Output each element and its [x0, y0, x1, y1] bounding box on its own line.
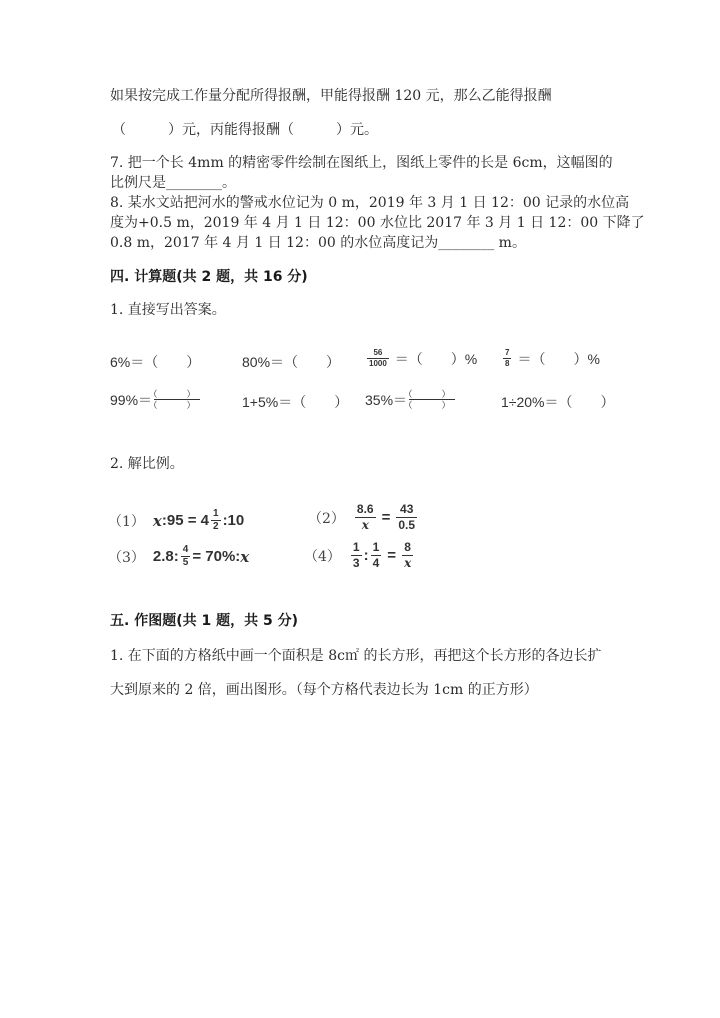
fraction: $\frac{8.6}{x}$ — [356, 502, 374, 532]
calc-lead: 35%＝ — [365, 391, 408, 408]
section-4-title: 四. 计算题(共 2 题，共 16 分) — [110, 269, 308, 285]
section-5-q1-line2: 大到原来的 2 倍，画出图形。（每个方格代表边长为 1cm 的正方形） — [110, 682, 538, 698]
section-4-q2-prompt: 2. 解比例。 — [110, 456, 184, 472]
question-7-line2: 比例尺是________。 — [110, 175, 236, 191]
calc-item-3 — [365, 348, 477, 369]
fraction: $\frac{4}{5}$ — [182, 544, 189, 568]
calc-expr: 80%＝（ ） — [242, 354, 341, 370]
calc-expr: 1+5%＝（ ） — [242, 394, 349, 410]
question-8-line2: 度为+0.5 m，2019 年 4 月 1 日 12：00 水位比 2017 年 3 月 1 日 12：00 下降了 — [110, 215, 645, 231]
question-7-line1: 7. 把一个长 4mm 的精密零件绘制在图纸上，图纸上零件的长是 6cm，这幅图的 — [110, 155, 613, 171]
proportion-1: （1） x :95 = 4 $\frac{1}{2}$ :10 — [108, 508, 245, 532]
fraction: $\frac{8}{x}$ — [404, 540, 412, 570]
calc-expr: 1÷20%＝（ ） — [501, 394, 615, 410]
section-5-q1-line1: 1. 在下面的方格纸中画一个面积是 8c㎡ 的长方形，再把这个长方形的各边长扩 — [110, 648, 602, 664]
calc-item-8 — [501, 392, 615, 412]
calc-item-7 — [365, 389, 461, 410]
calc-item-6 — [242, 392, 348, 412]
proportion-3: （3） 2.8: $\frac{4}{5}$ = 70%: x — [108, 544, 250, 568]
blank-fraction: $\frac{( )}{( )}$ — [403, 389, 461, 410]
calc-item-5 — [110, 389, 206, 410]
question-continuation-line1: 如果按完成工作量分配所得报酬，甲能得报酬 120 元，那么乙能得报酬 — [110, 88, 552, 104]
calc-rest: ＝（ ）% — [394, 350, 478, 367]
fraction: $\frac{56}{1000}$ — [369, 348, 387, 368]
question-8-line1: 8. 某水文站把河水的警戒水位记为 0 m，2019 年 3 月 1 日 12：00 记录的水位高 — [110, 195, 630, 211]
fraction: $\frac{43}{0.5}$ — [398, 502, 416, 532]
calc-item-4 — [501, 348, 600, 369]
calc-rest: ＝（ ）% — [517, 350, 600, 367]
question-continuation-line2: （ ）元，丙能得报酬（ ）元。 — [112, 122, 378, 138]
proportion-2: （2） $\frac{8.6}{x}$ = $\frac{43}{0.5}$ — [308, 502, 416, 532]
section-4-q1-prompt: 1. 直接写出答案。 — [110, 302, 226, 318]
question-8-line3: 0.8 m，2017 年 4 月 1 日 12：00 的水位高度记为________ m。 — [110, 235, 526, 251]
calc-lead: 99%＝ — [110, 391, 153, 408]
blank-fraction: $\frac{( )}{( )}$ — [148, 389, 206, 410]
section-5-title: 五. 作图题(共 1 题，共 5 分) — [110, 613, 298, 629]
fraction: $\frac{1}{4}$ — [372, 540, 380, 570]
calc-item-1 — [110, 352, 200, 372]
fraction: $\frac{7}{8}$ — [505, 348, 510, 368]
proportion-4: （4） $\frac{1}{3}$ : $\frac{1}{4}$ = $\frac{8}{x}$ — [304, 540, 412, 570]
calc-expr: 6%＝（ ） — [110, 354, 201, 370]
fraction: $\frac{1}{2}$ — [213, 508, 219, 532]
fraction: $\frac{1}{3}$ — [352, 540, 360, 570]
calc-item-2 — [242, 352, 340, 372]
